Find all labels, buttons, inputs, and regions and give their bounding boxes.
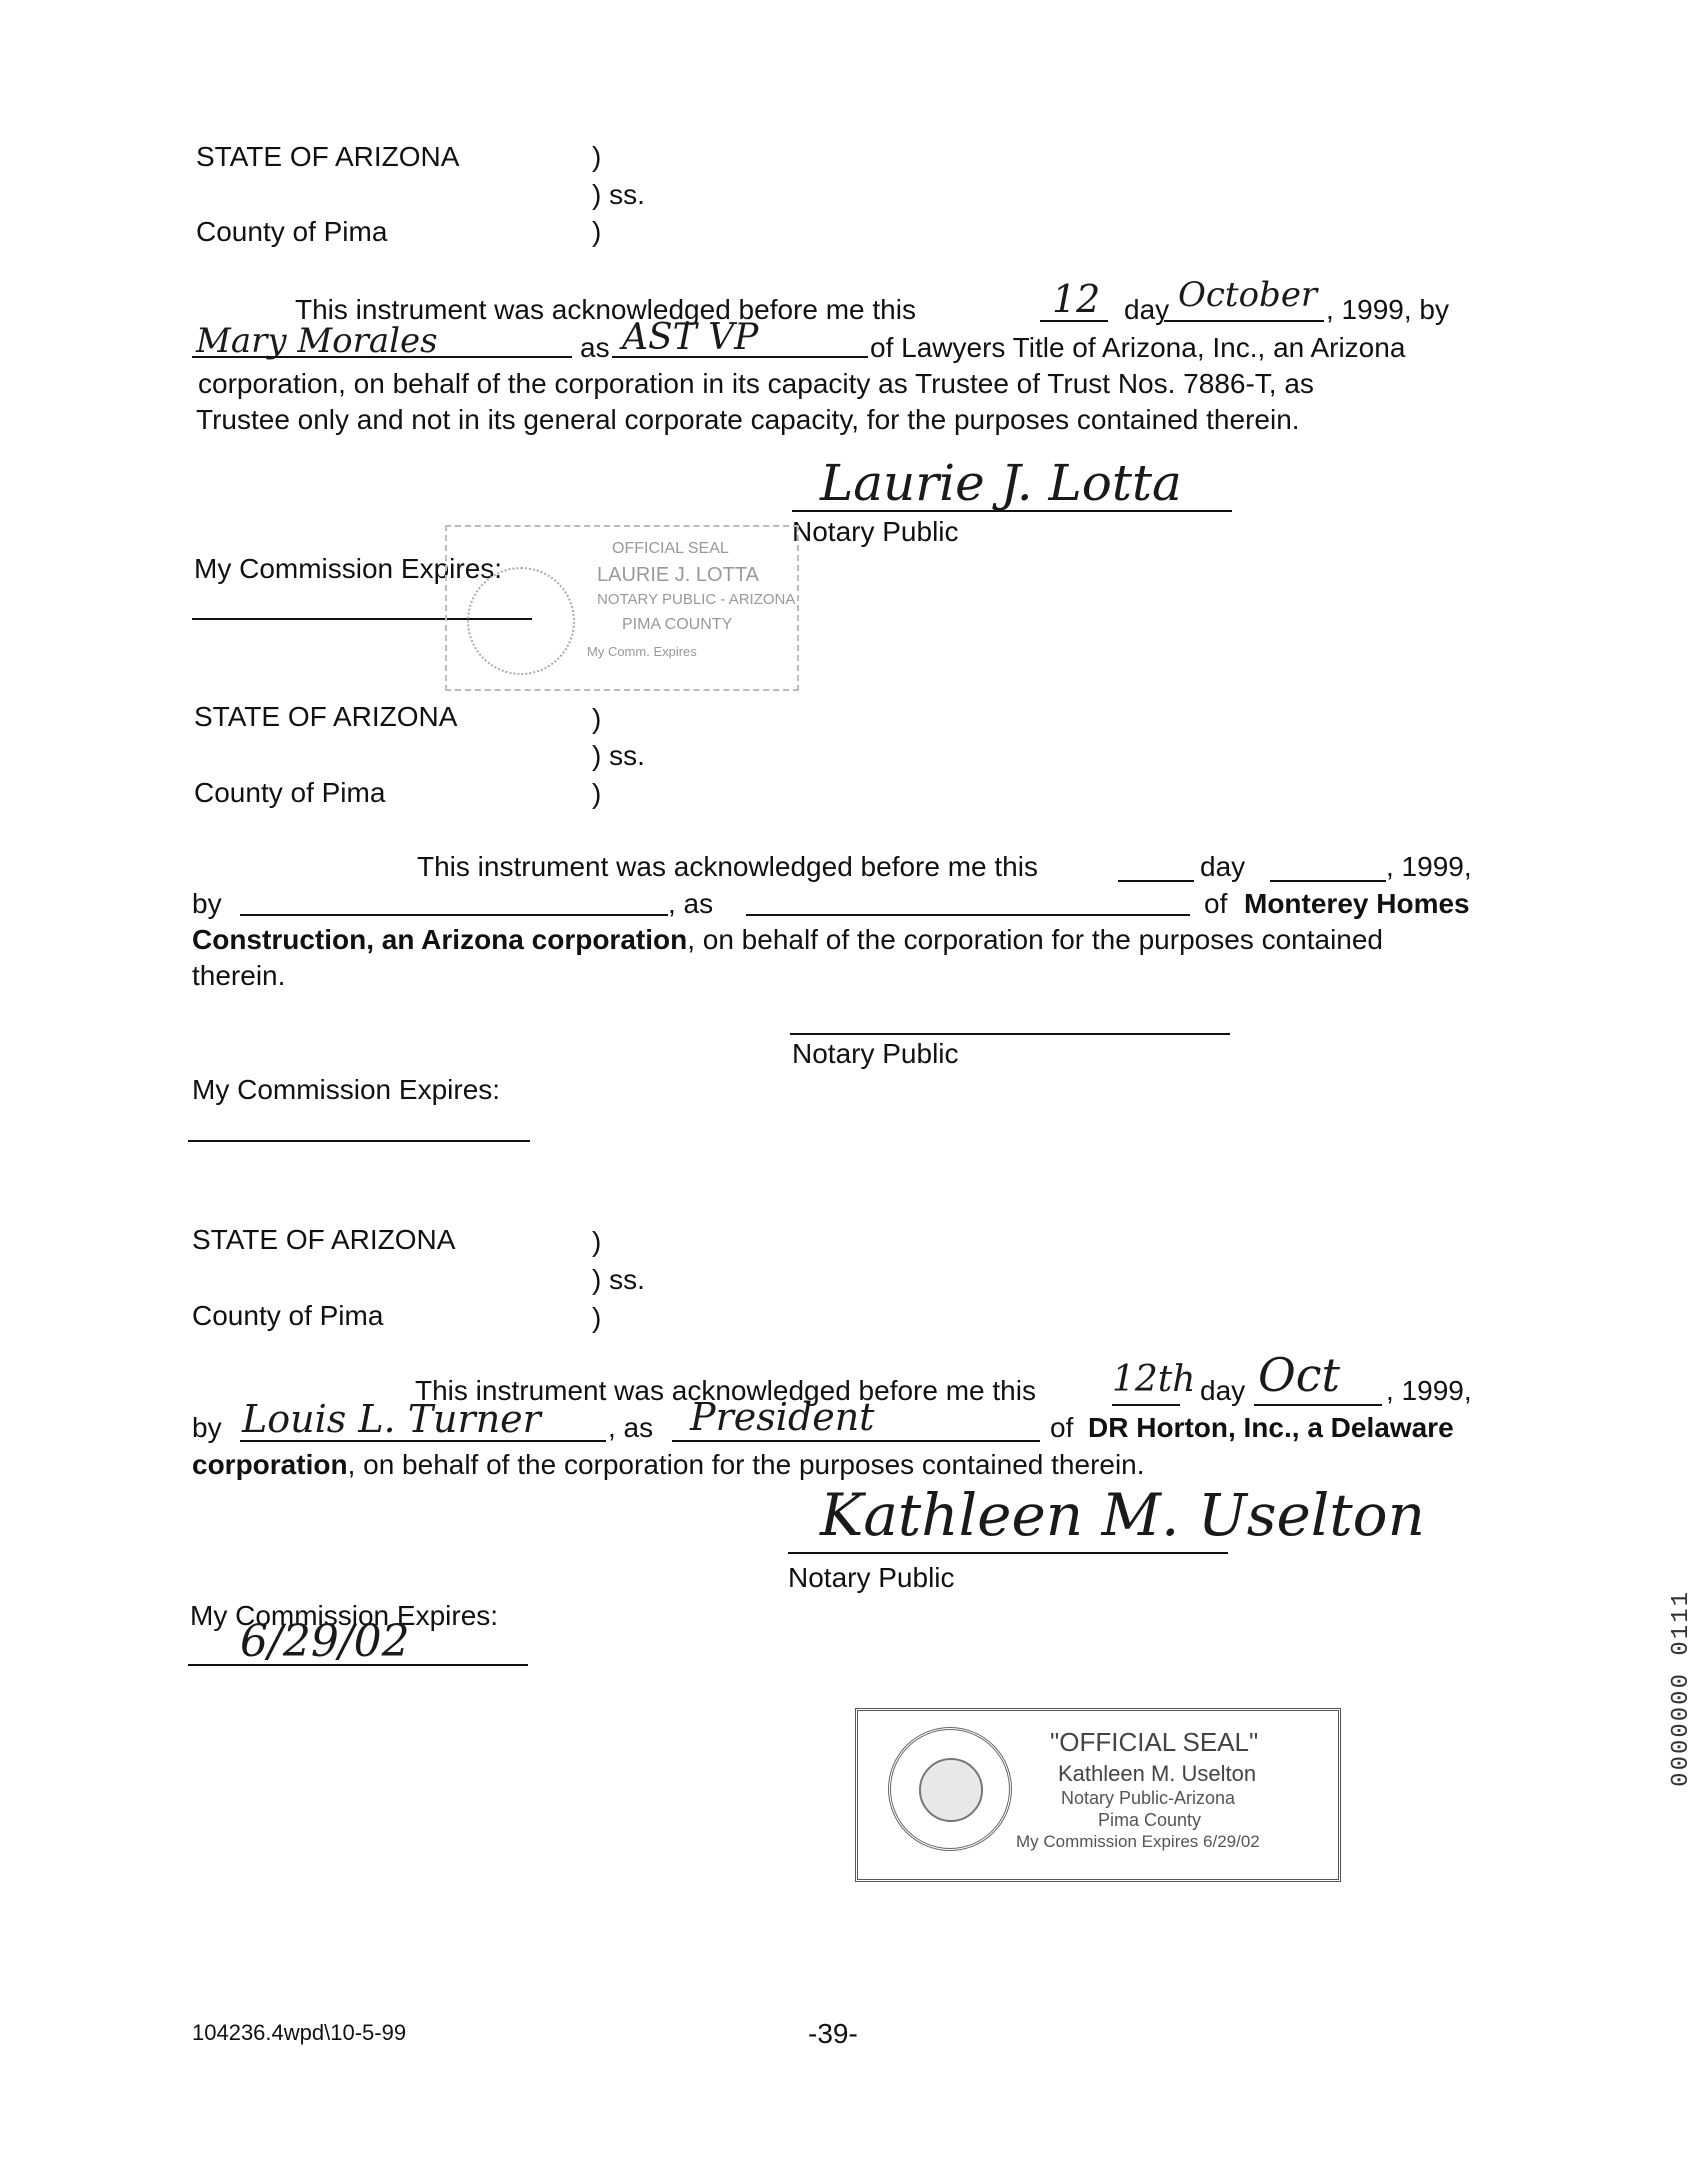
hand-month-1: October [1178,275,1318,315]
recording-number: 0000000 0111 [1668,1590,1695,1787]
seal-line: My Commission Expires 6/29/02 [1016,1832,1260,1851]
ack-rest-3: , on behalf of the corporation for the purposes contained therein. [347,1449,1145,1480]
hand-title-3: President [690,1395,875,1439]
ss-label: ) ss. [592,740,645,771]
company-name-2b: Construction, an Arizona corporation [192,924,688,955]
company-name-2: Monterey Homes [1244,888,1470,919]
state-heading-2: STATE OF ARIZONA [194,701,458,732]
footer-doc-id: 104236.4wpd\10-5-99 [192,2020,407,2045]
company-name-3: DR Horton, Inc., a Delaware [1088,1412,1454,1443]
year-text: , 1999, [1386,851,1472,882]
of-lawyers: of Lawyers Title of Arizona, Inc., an Arizona [870,332,1406,363]
notary-public-label-2: Notary Public [792,1038,959,1069]
as-word: , as [608,1412,654,1443]
commission-label-1: My Commission Expires: [194,553,503,584]
stamp-line: My Comm. Expires [587,644,697,659]
seal-emblem [888,1727,1012,1851]
of-word: of [1050,1412,1074,1443]
ack-line-3: corporation, on behalf of the corporation in its capacity as Trustee of Trust Nos. 7886-T, as [198,368,1314,399]
state-heading-1: STATE OF ARIZONA [196,141,460,172]
hand-day-1: 12 [1052,277,1101,321]
paren: ) [592,1302,602,1333]
seal-line: Pima County [1098,1810,1202,1830]
seal-line: Notary Public-Arizona [1061,1788,1236,1808]
hand-name-3: Louis L. Turner [242,1397,541,1441]
ss-label: ) ss. [592,1264,645,1295]
day-word: day [1200,1375,1246,1406]
year-text: , 1999, [1386,1375,1472,1406]
county-label-3: County of Pima [192,1300,384,1331]
year-text: , 1999, by [1326,294,1449,325]
notary-signature-1: Laurie J. Lotta [820,454,1182,512]
notary-stamp-1 [445,525,799,691]
paren: ) [592,703,602,734]
county-label-1: County of Pima [196,216,388,247]
stamp-line: LAURIE J. LOTTA [597,564,759,586]
commission-label-3: My Commission Expires: [190,1600,499,1631]
stamp-line: OFFICIAL SEAL [612,540,729,557]
seal-line: "OFFICIAL SEAL" [1050,1727,1259,1757]
hand-name-1: Mary Morales [196,321,438,361]
seal-line: Kathleen M. Uselton [1058,1761,1257,1786]
as-word: , as [668,888,714,919]
ack-rest-2: , on behalf of the corporation for the purposes contained [687,924,1384,955]
official-seal-stamp [855,1708,1341,1882]
hand-title-1: AST VP [622,317,759,358]
seal-emblem [467,567,575,675]
commission-label-2: My Commission Expires: [192,1074,501,1105]
notary-public-label-1: Notary Public [792,516,959,547]
ss-label: ) ss. [592,179,645,210]
stamp-line: NOTARY PUBLIC - ARIZONA [597,591,796,608]
ack-text-1: This instrument was acknowledged before me this [295,294,916,325]
day-word: day [1124,294,1170,325]
ack-text-2: This instrument was acknowledged before me this [417,851,1038,882]
stamp-line: PIMA COUNTY [622,616,733,633]
paren: ) [592,1226,602,1257]
therein-text: therein. [192,960,286,991]
hand-day-3: 12th [1112,1359,1196,1400]
paren: ) [592,141,602,172]
notary-signature-3: Kathleen M. Uselton [820,1481,1425,1549]
page-number: -39- [808,2018,858,2049]
notary-public-label-3: Notary Public [788,1562,955,1593]
county-label-2: County of Pima [194,777,386,808]
as-word: as [580,332,610,363]
ack-line-4: Trustee only and not in its general corporate capacity, for the purposes contained therein. [196,404,1300,435]
day-word: day [1200,851,1246,882]
state-heading-3: STATE OF ARIZONA [192,1224,456,1255]
by-word: by [192,888,222,919]
paren: ) [592,216,602,247]
hand-month-3: Oct [1258,1348,1340,1402]
by-word: by [192,1412,222,1443]
ack-text-3: This instrument was acknowledged before me this [415,1375,1036,1406]
hand-expires-date: 6/29/02 [240,1616,410,1667]
paren: ) [592,778,602,809]
of-word: of [1204,888,1228,919]
company-name-3b: corporation [192,1449,348,1480]
